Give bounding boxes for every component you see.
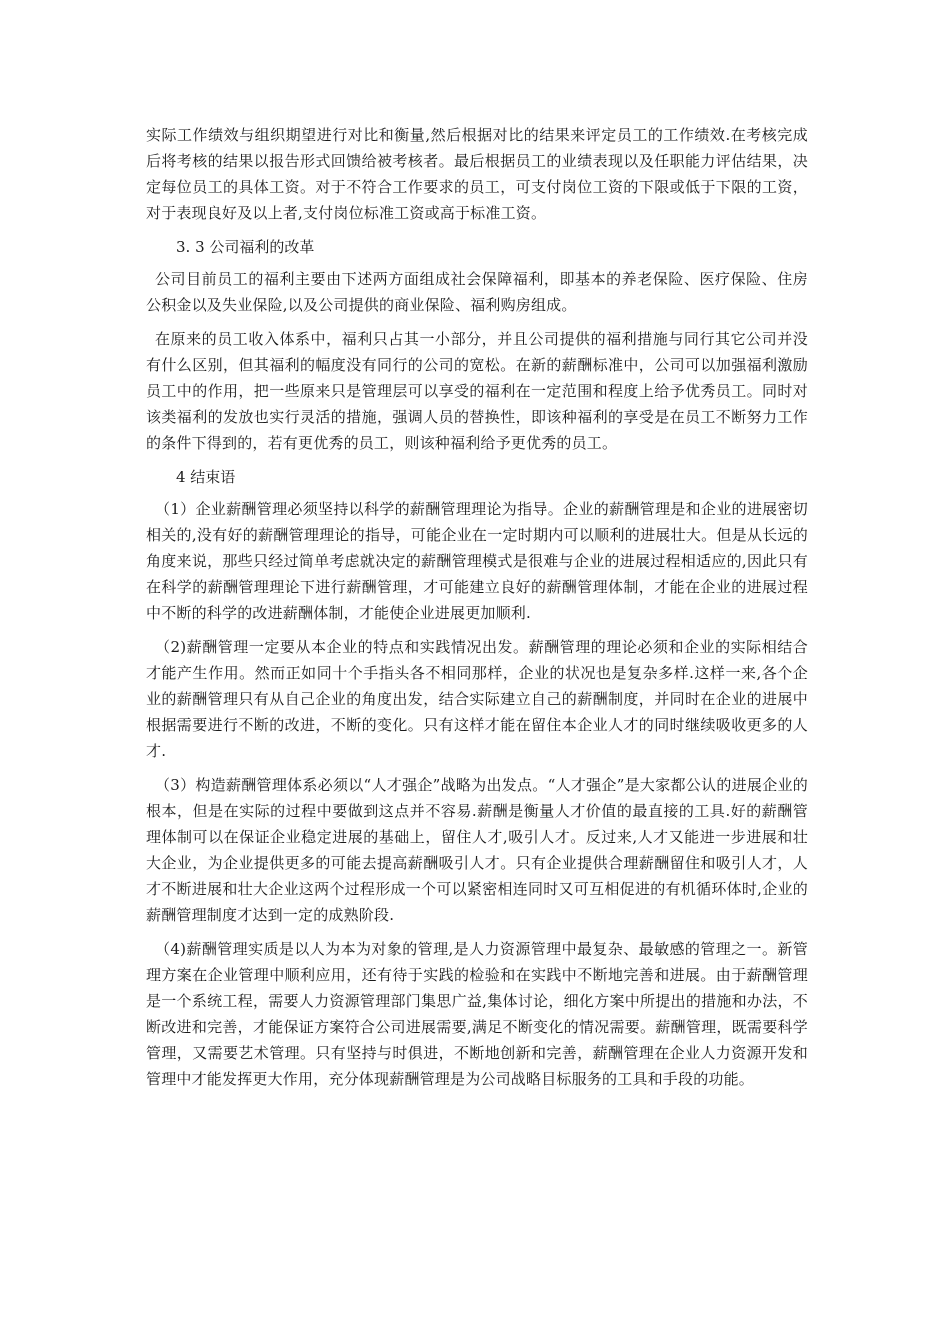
paragraph-appraisal-intro: 实际工作绩效与组织期望进行对比和衡量,然后根据对比的结果来评定员工的工作绩效.在考核完成后将考核的结果以报告形式回馈给被考核者。最后根据员工的业绩表现以及任职能力评估结果，决定每位员工的具体工资。对于不符合工作要求的员工，可支付岗位工资的下限或低于下限的工资，对于表现良好及以上者,支付岗位标准工资或高于标准工资。 xyxy=(146,126,808,222)
paragraph-conclusion-1: （1）企业薪酬管理必须坚持以科学的薪酬管理理论为指导。企业的薪酬管理是和企业的进展密切相关的,没有好的薪酬管理理论的指导，可能企业在一定时期内可以顺利的进展壮大。但是从长远的角度来说，那些只经过简单考虑就决定的薪酬管理模式是很难与企业的进展过程相适应的,因此只有在科学的薪酬管理理论下进行薪酬管理，才可能建立良好的薪酬管理体制，才能在企业的进展过程中不断的科学的改进薪酬体制，才能使企业进展更加顺利. xyxy=(146,500,808,622)
section-heading-3-3: 3. 3 公司福利的改革 xyxy=(176,238,315,256)
paragraph-conclusion-3: （3）构造薪酬管理体系必须以“人才强企”战略为出发点。“人才强企”是大家都公认的进展企业的根本，但是在实际的过程中要做到这点并不容易.薪酬是衡量人才价值的最直接的工具.好的薪酬管理体制可以在保证企业稳定进展的基础上，留住人才,吸引人才。反过来,人才又能进一步进展和壮大企业，为企业提供更多的可能去提高薪酬吸引人才。只有企业提供合理薪酬留住和吸引人才，人才不断进展和壮大企业这两个过程形成一个可以紧密相连同时又可互相促进的有机循环体时,企业的薪酬管理制度才达到一定的成熟阶段. xyxy=(146,776,808,924)
paragraph-conclusion-2: （2)薪酬管理一定要从本企业的特点和实践情况出发。薪酬管理的理论必须和企业的实际相结合才能产生作用。然而正如同十个手指头各不相同那样，企业的状况也是复杂多样.这样一来,各个企业的薪酬管理只有从自己企业的角度出发，结合实际建立自己的薪酬制度，并同时在企业的进展中根据需要进行不断的改进，不断的变化。只有这样才能在留住本企业人才的同时继续吸收更多的人才. xyxy=(146,638,808,760)
paragraph-welfare-reform: 在原来的员工收入体系中，福利只占其一小部分，并且公司提供的福利措施与同行其它公司并没有什么区别，但其福利的幅度没有同行的公司的宽松。在新的薪酬标准中，公司可以加强福利激励员工中的作用，把一些原来只是管理层可以享受的福利在一定范围和程度上给予优秀员工。同时对该类福利的发放也实行灵活的措施，强调人员的替换性，即该种福利的享受是在员工不断努力工作的条件下得到的，若有更优秀的员工，则该种福利给予更优秀的员工。 xyxy=(146,330,808,452)
document-body xyxy=(146,122,808,1100)
section-heading-4: 4 结束语 xyxy=(176,468,236,486)
paragraph-conclusion-4: （4)薪酬管理实质是以人为本为对象的管理,是人力资源管理中最复杂、最敏感的管理之一。新管理方案在企业管理中顺利应用，还有待于实践的检验和在实践中不断地完善和进展。由于薪酬管理是一个系统工程，需要人力资源管理部门集思广益,集体讨论，细化方案中所提出的措施和办法，不断改进和完善，才能保证方案符合公司进展需要,满足不断变化的情况需要。薪酬管理，既需要科学管理，又需要艺术管理。只有坚持与时俱进，不断地创新和完善，薪酬管理在企业人力资源开发和管理中才能发挥更大作用，充分体现薪酬管理是为公司战略目标服务的工具和手段的功能。 xyxy=(146,940,808,1088)
paragraph-welfare-composition: 公司目前员工的福利主要由下述两方面组成社会保障福利，即基本的养老保险、医疗保险、住房公积金以及失业保险,以及公司提供的商业保险、福利购房组成。 xyxy=(146,270,808,314)
